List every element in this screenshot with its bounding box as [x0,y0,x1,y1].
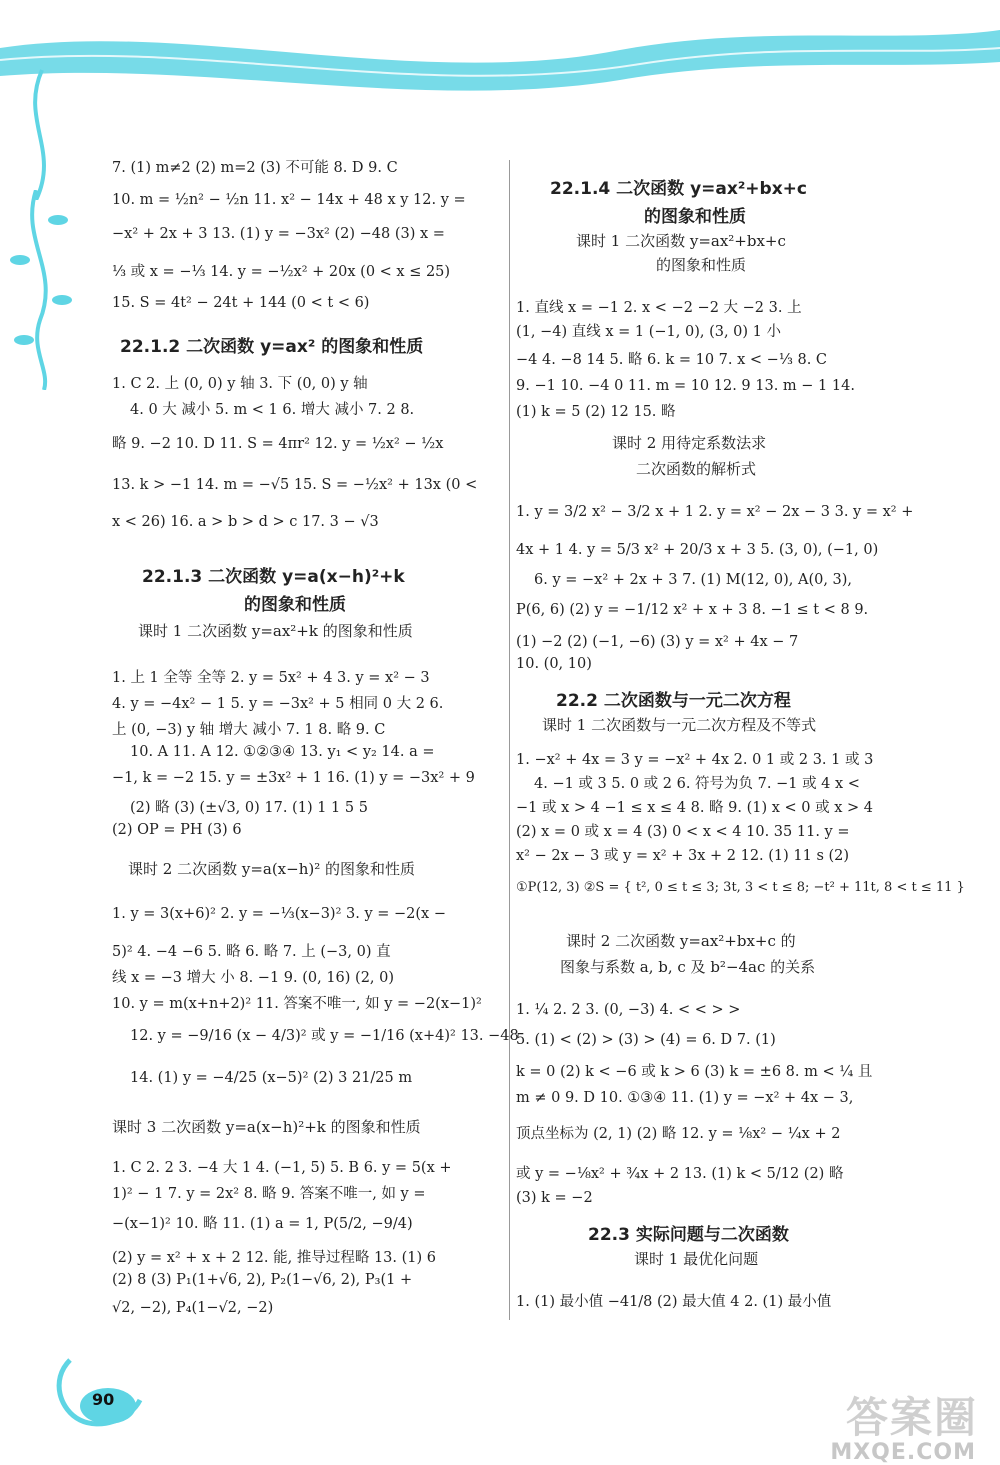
answer-line: (2) x = 0 或 x = 4 (3) 0 < x < 4 10. 35 11. y = [516,824,850,840]
answer-line: 1. 上 1 全等 全等 2. y = 5x² + 4 3. y = x² − 3 [112,670,430,686]
answer-line: 5)² 4. −4 −6 5. 略 6. 略 7. 上 (−3, 0) 直 [112,944,391,960]
answer-line: 4x + 1 4. y = 5/3 x² + 20/3 x + 3 5. (3, 0), (−1, 0) [516,542,879,558]
answer-line: 15. S = 4t² − 24t + 144 (0 < t < 6) [112,295,370,311]
lesson-heading: 二次函数的解析式 [636,460,757,478]
answer-line: P(6, 6) (2) y = −1/12 x² + x + 3 8. −1 ≤ t < 8 9. [516,602,869,618]
section-heading: 22.2 二次函数与一元二次方程 [556,691,791,711]
answer-line: 9. −1 10. −4 0 11. m = 10 12. 9 13. m − 1 14. [516,378,855,394]
answer-line: 上 (0, −3) y 轴 增大 减小 7. 1 8. 略 9. C [112,722,386,738]
section-heading: 22.1.3 二次函数 y=a(x−h)²+k [142,567,405,587]
section-heading: 22.1.2 二次函数 y=ax² 的图象和性质 [120,337,424,357]
watermark-logo: 答案圈 [845,1393,978,1442]
lesson-heading: 课时 1 二次函数与一元二次方程及不等式 [542,716,817,734]
answer-line: k = 0 (2) k < −6 或 k > 6 (3) k = ±6 8. m < ¼ 且 [516,1064,873,1080]
answer-line: 10. m = ½n² − ½n 11. x² − 14x + 48 x y 12. y = [112,192,466,208]
lesson-heading: 图象与系数 a, b, c 及 b²−4ac 的关系 [560,958,816,976]
answer-line: 1. y = 3/2 x² − 3/2 x + 1 2. y = x² − 2x − 3 3. y = x² + [516,504,914,520]
answer-line: 4. y = −4x² − 1 5. y = −3x² + 5 相同 0 大 2 6. [112,696,444,712]
answer-line: 1. C 2. 2 3. −4 大 1 4. (−1, 5) 5. B 6. y = 5(x + [112,1160,452,1176]
answer-line: 顶点坐标为 (2, 1) (2) 略 12. y = ⅛x² − ¼x + 2 [516,1126,841,1142]
answer-line: 13. k > −1 14. m = −√5 15. S = −½x² + 13x (0 < [112,477,478,493]
answer-line: 略 9. −2 10. D 11. S = 4πr² 12. y = ½x² − ½x [112,436,444,452]
lesson-heading: 课时 3 二次函数 y=a(x−h)²+k 的图象和性质 [112,1118,421,1136]
answer-line: x < 26) 16. a > b > d > c 17. 3 − √3 [112,514,379,530]
answer-line: 线 x = −3 增大 小 8. −1 9. (0, 16) (2, 0) [112,970,395,986]
section-heading: 的图象和性质 [644,207,746,227]
answer-line: 6. y = −x² + 2x + 3 7. (1) M(12, 0), A(0, 3), [534,572,853,588]
answer-line: (2) 略 (3) (±√3, 0) 17. (1) 1 1 5 5 [130,800,368,816]
answer-line: 10. y = m(x+n+2)² 11. 答案不唯一, 如 y = −2(x−1)² [112,996,482,1012]
answer-line: −4 4. −8 14 5. 略 6. k = 10 7. x < −⅓ 8. C [516,352,828,368]
answer-line: (3) k = −2 [516,1190,593,1206]
answer-line: 4. 0 大 减小 5. m < 1 6. 增大 减小 7. 2 8. [130,402,415,418]
answer-line: −(x−1)² 10. 略 11. (1) a = 1, P(5/2, −9/4) [112,1216,413,1232]
answer-line: ①P(12, 3) ②S = { t², 0 ≤ t ≤ 3; 3t, 3 < t ≤ 8; −t² + 11t, 8 < t ≤ 11 } [516,880,965,895]
answer-line: (1) k = 5 (2) 12 15. 略 [516,404,676,420]
answer-line: 1. −x² + 4x = 3 y = −x² + 4x 2. 0 1 或 2 3. 1 或 3 [516,752,874,768]
answer-line: 1. C 2. 上 (0, 0) y 轴 3. 下 (0, 0) y 轴 [112,376,368,392]
answer-line: 12. y = −9/16 (x − 4/3)² 或 y = −1/16 (x+4)² 13. −48 [130,1028,519,1044]
answer-line: 5. (1) < (2) > (3) > (4) = 6. D 7. (1) [516,1032,776,1048]
answer-line: (2) 8 (3) P₁(1+√6, 2), P₂(1−√6, 2), P₃(1 + [112,1272,413,1288]
answer-line: 1. ¼ 2. 2 3. (0, −3) 4. < < > > [516,1002,741,1018]
lesson-heading: 课时 2 二次函数 y=a(x−h)² 的图象和性质 [128,860,416,878]
answer-line: x² − 2x − 3 或 y = x² + 3x + 2 12. (1) 11 s (2) [516,848,850,864]
answer-line: −1, k = −2 15. y = ±3x² + 1 16. (1) y = −3x² + 9 [112,770,475,786]
column-divider [509,160,510,1320]
answer-line: 1. (1) 最小值 −41/8 (2) 最大值 4 2. (1) 最小值 [516,1294,832,1310]
answer-line: 1)² − 1 7. y = 2x² 8. 略 9. 答案不唯一, 如 y = [112,1186,426,1202]
answer-line: 10. A 11. A 12. ①②③④ 13. y₁ < y₂ 14. a = [130,744,435,760]
lesson-heading: 课时 1 最优化问题 [634,1250,759,1268]
lesson-heading: 课时 1 二次函数 y=ax²+k 的图象和性质 [138,622,413,640]
answer-line: (2) OP = PH (3) 6 [112,822,242,838]
answer-line: 1. 直线 x = −1 2. x < −2 −2 大 −2 3. 上 [516,300,802,316]
answer-line: (1) −2 (2) (−1, −6) (3) y = x² + 4x − 7 [516,634,799,650]
answer-line: 10. (0, 10) [516,656,592,672]
section-heading: 22.1.4 二次函数 y=ax²+bx+c [550,179,807,199]
watermark-url: MXQE.COM [830,1440,976,1465]
answer-line: 7. (1) m≠2 (2) m=2 (3) 不可能 8. D 9. C [112,160,398,176]
answer-line: m ≠ 0 9. D 10. ①③④ 11. (1) y = −x² + 4x − 3, [516,1090,854,1106]
page-number: 90 [92,1390,115,1409]
answer-line: 或 y = −⅛x² + ¾x + 2 13. (1) k < 5/12 (2) 略 [516,1166,844,1182]
answer-line: 14. (1) y = −4/25 (x−5)² (2) 3 21/25 m [130,1070,413,1086]
answer-line: −x² + 2x + 3 13. (1) y = −3x² (2) −48 (3) x = [112,226,445,242]
answer-line: 1. y = 3(x+6)² 2. y = −⅓(x−3)² 3. y = −2(x − [112,906,446,922]
answer-line: ⅓ 或 x = −⅓ 14. y = −½x² + 20x (0 < x ≤ 25) [112,264,451,280]
vine-decoration [0,190,90,390]
answer-line: (1, −4) 直线 x = 1 (−1, 0), (3, 0) 1 小 [516,324,782,340]
lesson-heading: 课时 2 用待定系数法求 [612,434,767,452]
answer-line: −1 或 x > 4 −1 ≤ x ≤ 4 8. 略 9. (1) x < 0 或 x > 4 [516,800,873,816]
answer-line: (2) y = x² + x + 2 12. 能, 推导过程略 13. (1) 6 [112,1250,436,1266]
lesson-heading: 课时 2 二次函数 y=ax²+bx+c 的 [566,932,796,950]
lesson-heading: 课时 1 二次函数 y=ax²+bx+c [576,232,786,250]
section-heading: 的图象和性质 [244,595,346,615]
section-heading: 22.3 实际问题与二次函数 [588,1225,789,1245]
answer-line: √2, −2), P₄(1−√2, −2) [112,1300,274,1316]
lesson-heading: 的图象和性质 [656,256,747,274]
answer-line: 4. −1 或 3 5. 0 或 2 6. 符号为负 7. −1 或 4 x < [534,776,860,792]
